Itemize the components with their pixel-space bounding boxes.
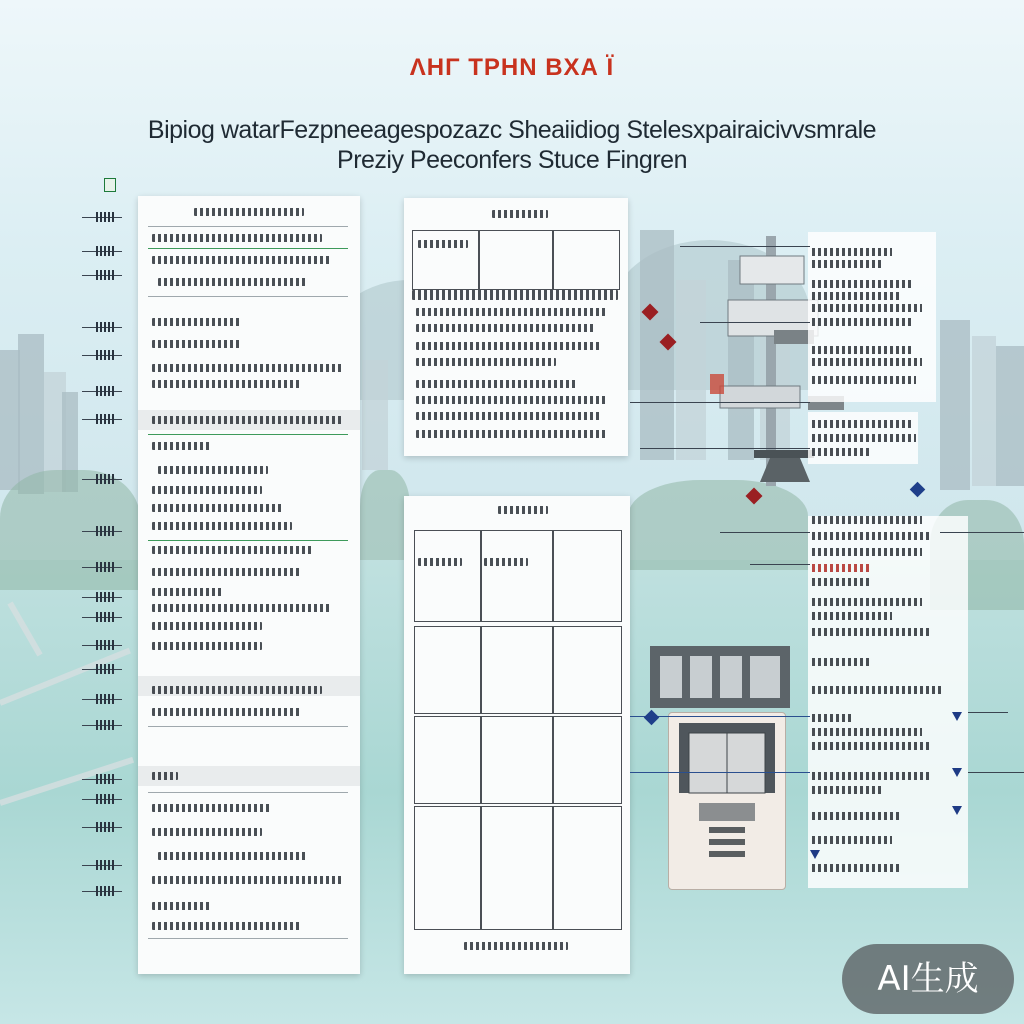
doc-table-cell: [414, 716, 482, 804]
gate-facade-drawing: [650, 646, 790, 708]
skyline-building: [362, 360, 388, 470]
doc-heading-scribble: [194, 208, 304, 216]
panel-text-line: [812, 728, 922, 736]
doc-text-line: [416, 324, 596, 332]
doc-text-line: [152, 828, 262, 836]
left-callout: [82, 212, 122, 224]
doc-text-line: [152, 364, 342, 372]
doc-text-line: [418, 240, 468, 248]
blue-arrow-icon: [810, 850, 820, 859]
doc-table-cell: [414, 530, 482, 622]
doc-text-line: [152, 416, 342, 424]
doc-rule: [148, 434, 348, 435]
doc-text-line: [416, 430, 606, 438]
right-info-panel-1: [808, 232, 936, 402]
connector-line: [700, 322, 810, 323]
connector-line: [750, 564, 810, 565]
connector-line: [968, 772, 1024, 773]
doc-text-line: [152, 686, 322, 694]
left-callout: [82, 694, 122, 706]
connector-line: [630, 402, 810, 403]
doc-text-line: [152, 902, 212, 910]
panel-text-line: [812, 318, 912, 326]
blue-arrow-icon: [952, 712, 962, 721]
panel-text-line: [812, 628, 932, 636]
header-red-title: ΛΗΓ ΤΡΗΝ ΒΧΑ Ϊ: [409, 54, 615, 81]
header-title-line-2: Preziy Peeconfers Stuce Fingren: [337, 146, 687, 174]
doc-text-line: [152, 504, 282, 512]
doc-rule: [148, 726, 348, 727]
left-callout: [82, 526, 122, 538]
panel-text-line: [812, 358, 922, 366]
panel-text-line: [812, 376, 916, 384]
connector-line: [720, 532, 810, 533]
panel-text-line: [812, 864, 902, 872]
skyline-building: [996, 346, 1024, 486]
ai-generated-badge: AI生成: [842, 944, 1014, 1014]
doc-heading-scribble: [498, 506, 548, 514]
doc-text-line: [152, 604, 332, 612]
panel-text-line: [812, 248, 892, 256]
left-callout: [82, 720, 122, 732]
right-info-panel-3: [808, 516, 968, 888]
doc-text-line: [152, 642, 262, 650]
connector-line: [630, 772, 810, 773]
left-callout: [82, 612, 122, 624]
doc-text-line: [416, 342, 600, 350]
doc-text-line: [152, 442, 212, 450]
panel-text-line: [812, 434, 916, 442]
doc-table-cell: [552, 806, 622, 930]
doc-heading-scribble: [492, 210, 548, 218]
skyline-building: [0, 350, 20, 490]
left-callout: [82, 822, 122, 834]
panel-text-line: [812, 532, 932, 540]
panel-text-line: [812, 260, 882, 268]
panel-text-line: [812, 686, 942, 694]
doc-text-line: [484, 558, 528, 566]
doc-table-cell: [414, 806, 482, 930]
doc-table-cell: [552, 230, 620, 290]
panel-text-line: [812, 346, 912, 354]
doc-text-line: [152, 546, 312, 554]
document-left: [138, 196, 360, 974]
panel-text-line: [812, 598, 922, 606]
doc-text-line: [412, 290, 618, 300]
blue-arrow-icon: [952, 806, 962, 815]
panel-text-line: [812, 772, 932, 780]
doc-text-line: [416, 380, 576, 388]
doc-text-line: [158, 278, 308, 286]
left-callout: [82, 270, 122, 282]
doc-table-cell: [412, 230, 480, 290]
doc-text-line: [152, 340, 242, 348]
doc-rule: [148, 226, 348, 227]
panel-text-line: [812, 786, 882, 794]
panel-text-line: [812, 448, 872, 456]
header-title-line-1: Bipiog watarFezpneeagespozazc Sheaiidiog Stelesxpairaicivvsmrale: [147, 116, 877, 144]
left-callout: [82, 562, 122, 574]
doc-text-line: [152, 622, 262, 630]
doc-text-line: [152, 708, 302, 716]
connector-line: [940, 532, 1024, 533]
left-callout: [82, 592, 122, 604]
connector-line: [968, 712, 1008, 713]
panel-text-line: [812, 578, 872, 586]
doc-table-cell: [552, 626, 622, 714]
doc-table-cell: [480, 626, 554, 714]
doc-table-cell: [480, 806, 554, 930]
left-callout: [82, 664, 122, 676]
left-callout: [82, 414, 122, 426]
doc-table-cell: [552, 530, 622, 622]
doc-text-line: [152, 380, 302, 388]
left-callout: [82, 350, 122, 362]
doc-rule: [148, 540, 348, 541]
left-callout: [82, 386, 122, 398]
doc-text-line: [152, 772, 178, 780]
left-callout: [82, 860, 122, 872]
doc-text-line: [152, 522, 292, 530]
left-callout: [82, 886, 122, 898]
green-marker-icon: [104, 178, 116, 192]
panel-text-line: [812, 292, 902, 300]
panel-text-line: [812, 516, 922, 524]
panel-text-line: [812, 548, 922, 556]
doc-table-cell: [480, 716, 554, 804]
doc-text-line: [152, 318, 242, 326]
panel-text-line: [812, 658, 872, 666]
doc-text-line: [152, 876, 342, 884]
gate-drawing: [669, 713, 785, 889]
doc-rule: [148, 792, 348, 793]
doc-text-line: [416, 308, 606, 316]
left-callout: [82, 246, 122, 258]
building-gate-illustration: [668, 712, 786, 890]
document-center-top: [404, 198, 628, 456]
connector-line: [680, 246, 810, 247]
doc-text-line: [416, 396, 606, 404]
panel-text-line: [812, 280, 912, 288]
panel-text-line: [812, 714, 852, 722]
panel-text-line: [812, 812, 902, 820]
doc-footer-scribble: [464, 942, 568, 950]
panel-text-line: [812, 742, 932, 750]
panel-text-line: [812, 836, 892, 844]
doc-text-line: [152, 256, 332, 264]
document-center-bottom: [404, 496, 630, 974]
left-callout: [82, 640, 122, 652]
doc-rule: [148, 296, 348, 297]
doc-text-line: [158, 466, 268, 474]
left-callout: [82, 794, 122, 806]
connector-line: [640, 448, 810, 449]
doc-rule: [148, 938, 348, 939]
right-info-panel-2: [808, 412, 918, 464]
doc-text-line: [158, 852, 308, 860]
doc-text-line: [152, 588, 222, 596]
skyline-building: [972, 336, 996, 486]
trees: [360, 470, 410, 560]
doc-rule: [148, 248, 348, 249]
left-callout: [82, 474, 122, 486]
trees: [628, 480, 808, 570]
doc-text-line: [152, 804, 272, 812]
doc-text-line: [416, 412, 602, 420]
panel-text-line: [812, 304, 922, 312]
doc-text-line: [152, 568, 302, 576]
doc-table-cell: [552, 716, 622, 804]
doc-table-cell: [480, 530, 554, 622]
panel-text-line: [812, 420, 912, 428]
doc-table-cell: [478, 230, 554, 290]
left-callout: [82, 774, 122, 786]
left-callout: [82, 322, 122, 334]
panel-text-line: [812, 612, 892, 620]
doc-text-line: [416, 358, 556, 366]
doc-text-line: [418, 558, 462, 566]
skyline-building: [18, 334, 44, 494]
doc-table-cell: [414, 626, 482, 714]
skyline-building: [940, 320, 970, 490]
blue-arrow-icon: [952, 768, 962, 777]
panel-text-line-red: [812, 564, 872, 572]
gate-header-panel: [650, 646, 790, 708]
doc-text-line: [152, 922, 302, 930]
doc-text-line: [152, 486, 262, 494]
doc-text-line: [152, 234, 322, 242]
